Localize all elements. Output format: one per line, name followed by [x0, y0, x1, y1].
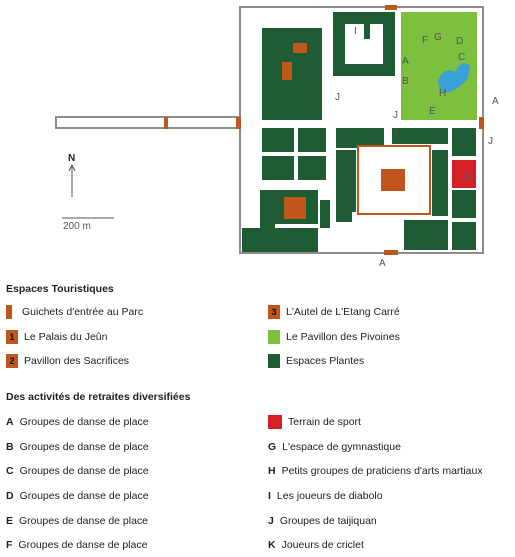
zone-label-d: D — [456, 36, 464, 47]
palace-swatch: 1 — [6, 330, 18, 344]
zone-label-h: H — [439, 88, 447, 99]
zone-label-g: G — [434, 32, 442, 43]
activity-g — [268, 439, 401, 455]
activity-c — [6, 463, 149, 479]
gate-swatch — [6, 305, 12, 319]
activity-i — [268, 488, 383, 504]
activity-key: E — [6, 515, 14, 527]
zone-label-e: E — [429, 106, 436, 117]
zone-label-j-1: J — [335, 92, 340, 103]
west-avenue — [56, 117, 240, 128]
activity-key: B — [6, 441, 14, 453]
activity-label: Groupes de danse de place — [19, 465, 149, 477]
activity-h — [268, 463, 483, 479]
activity-key: D — [6, 490, 14, 502]
activity-label: Joueurs de criclet — [281, 539, 364, 551]
sport-swatch — [268, 415, 282, 429]
tourist-heading: Espaces Touristiques — [6, 283, 114, 295]
activity-key: K — [268, 539, 276, 551]
legend-label: L'Autel de L'Etang Carré — [286, 306, 400, 318]
activity-label: L'espace de gymnastique — [282, 441, 401, 453]
activity-label: Les joueurs de diabolo — [276, 490, 383, 502]
zone-label-k: K — [465, 172, 472, 183]
zone-label-j-3: J — [393, 128, 398, 139]
sacrifice-swatch: 2 — [6, 354, 18, 368]
activity-label: Groupes de danse de place — [19, 515, 149, 527]
zone-label-b: B — [402, 76, 409, 87]
zone-label-j-2: J — [393, 110, 398, 121]
legend-label: Espaces Plantes — [286, 355, 365, 367]
activity-key: I — [268, 490, 271, 502]
peony-swatch — [268, 330, 280, 344]
activity-key: C — [6, 465, 14, 477]
activity-e — [6, 513, 148, 529]
legend-item-peony — [268, 329, 400, 345]
activity-label: Terrain de sport — [288, 416, 361, 428]
legend-item-altar — [268, 304, 400, 320]
plants-swatch — [268, 354, 280, 368]
activity-d — [6, 488, 149, 504]
legend-label: Le Pavillon des Pivoines — [286, 331, 400, 343]
zone-label-a-east: A — [492, 96, 499, 107]
legend-label: Pavillon des Sacrifices — [24, 355, 130, 367]
activity-label: Groupes de taijiquan — [279, 515, 377, 527]
activity-label: Groupes de danse de place — [19, 490, 149, 502]
park-map — [0, 0, 515, 270]
activity-label: Groupes de danse de place — [18, 539, 148, 551]
activity-a — [6, 414, 149, 430]
legend-item-palace — [6, 329, 107, 345]
legend-item-ticket-gates — [6, 304, 143, 320]
activity-f — [6, 537, 147, 553]
activity-key: J — [268, 515, 274, 527]
sport-field — [452, 160, 476, 188]
activity-b — [6, 439, 149, 455]
zone-label-c: C — [458, 52, 466, 63]
zone-label-f: F — [422, 35, 429, 46]
legend-label: Le Palais du Jeûn — [24, 331, 108, 343]
legend-item-sacrifice — [6, 353, 129, 369]
zone-label-a-inner: A — [402, 56, 409, 67]
north-arrow — [68, 153, 75, 197]
zone-label-a-south: A — [379, 258, 386, 269]
activity-j — [268, 513, 377, 529]
zone-label-j-4: J — [488, 136, 493, 147]
activity-k — [268, 537, 364, 553]
activity-key: F — [6, 539, 13, 551]
palace-1 — [293, 43, 307, 53]
activity-key: G — [268, 441, 277, 453]
palace-1b — [282, 62, 292, 80]
legend-label: Guichets d'entrée au Parc — [22, 306, 144, 318]
north-label: N — [68, 153, 76, 164]
scale-bar — [62, 218, 114, 232]
altar-swatch: 3 — [268, 305, 280, 319]
activity-label: Groupes de danse de place — [19, 441, 149, 453]
zone-label-i: I — [354, 26, 357, 37]
sacrifice-pavilion-2 — [284, 197, 306, 219]
activity-key: A — [6, 416, 14, 428]
activity-key: H — [268, 465, 276, 477]
activities-heading: Des activités de retraites diversifiées — [6, 391, 191, 403]
activity-sport — [268, 414, 361, 430]
activity-label: Groupes de danse de place — [19, 416, 149, 428]
altar-3 — [381, 169, 405, 191]
activity-label: Petits groupes de praticiens d'arts martiaux — [281, 465, 483, 477]
scale-label: 200 m — [63, 221, 91, 232]
legend-item-plants — [268, 353, 364, 369]
